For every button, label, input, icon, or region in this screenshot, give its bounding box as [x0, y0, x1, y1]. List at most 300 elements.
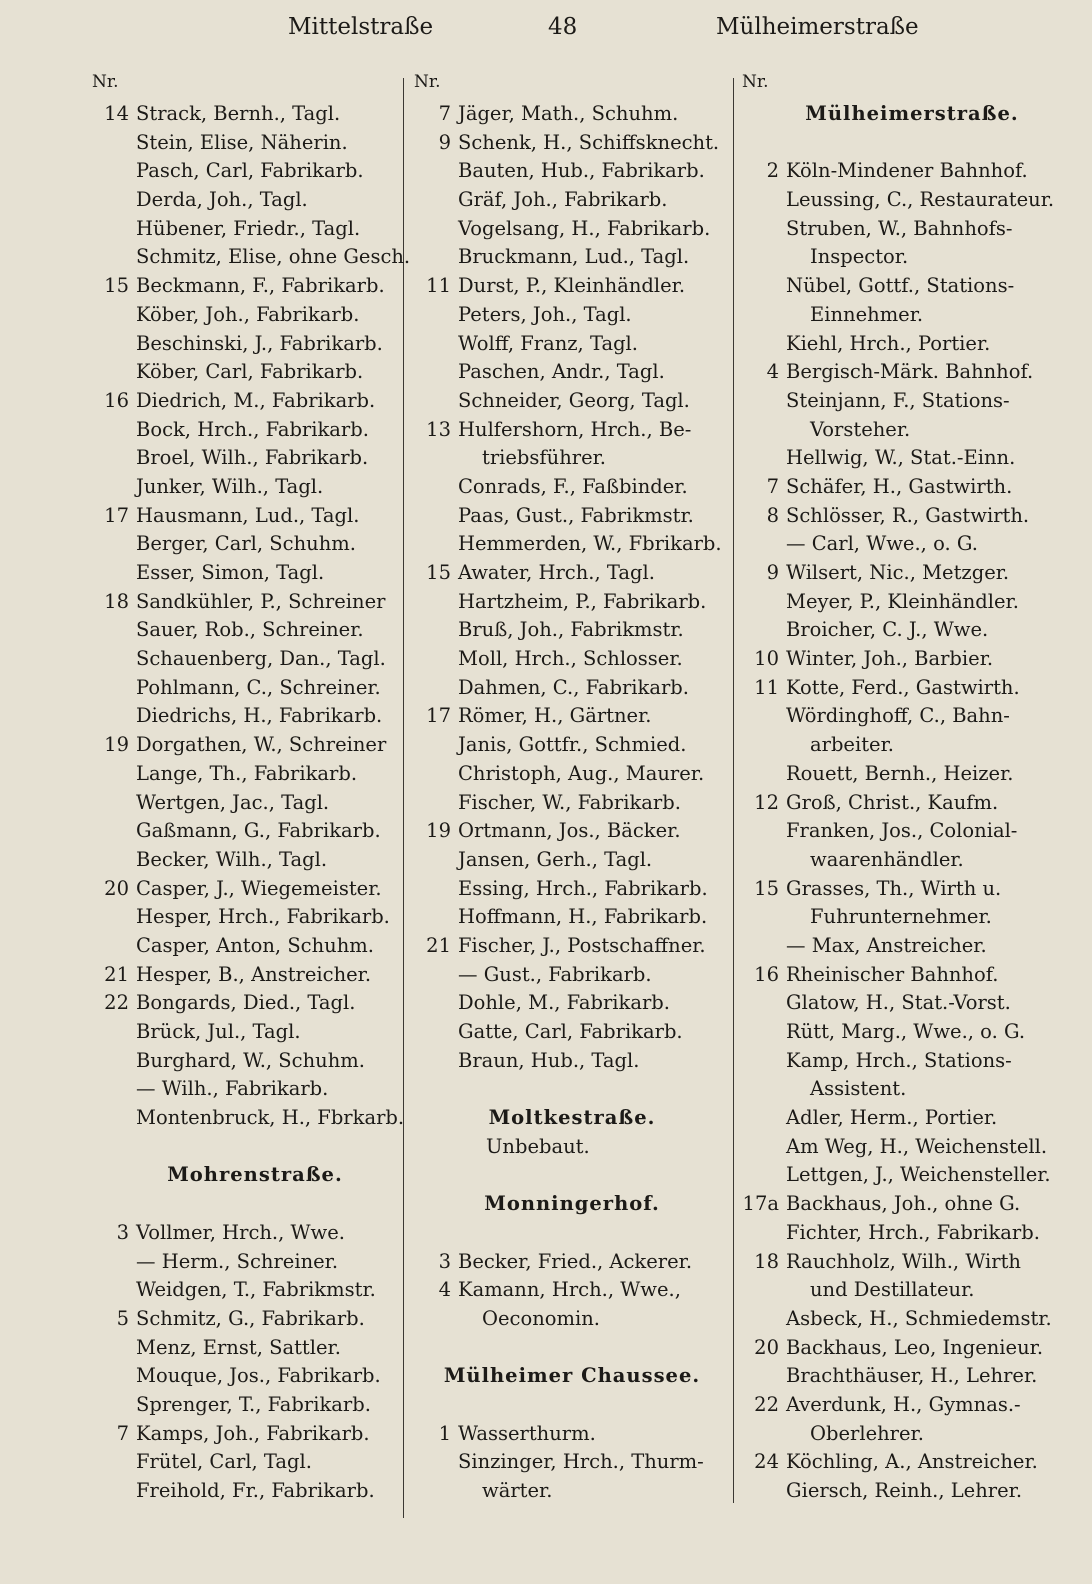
entry-row	[742, 387, 1082, 416]
nr-label: Nr.	[414, 72, 441, 92]
entry-row	[742, 444, 1082, 473]
resident-text: — Wilh., Fabrikarb.	[136, 1077, 329, 1101]
spacer	[414, 1161, 730, 1190]
entry-row	[414, 473, 730, 502]
resident-text: Kamps, Joh., Fabrikarb.	[136, 1421, 370, 1445]
resident-text: Köber, Joh., Fabrikarb.	[136, 302, 360, 326]
resident-text: Köber, Carl, Fabrikarb.	[136, 360, 364, 384]
entry-continuation	[742, 1075, 1082, 1104]
resident-text: Moll, Hrch., Schlosser.	[458, 647, 683, 671]
entry-row	[414, 1448, 730, 1477]
entry-row	[414, 731, 730, 760]
resident-text: Esser, Simon, Tagl.	[136, 561, 325, 584]
entry-row	[414, 330, 730, 359]
resident-text: Wolff, Franz, Tagl.	[458, 331, 638, 355]
spacer	[414, 1075, 730, 1104]
resident-text: Lettgen, J., Weichensteller.	[786, 1163, 1051, 1187]
resident-text: Derda, Joh., Tagl.	[136, 188, 308, 212]
entry-continuation	[414, 1305, 730, 1334]
resident-text: — Carl, Wwe., o. G.	[786, 532, 978, 556]
resident-text: Averdunk, H., Gymnas.-	[786, 1392, 1021, 1416]
entry-row	[92, 1420, 398, 1449]
entry-continuation	[742, 416, 1082, 445]
resident-text: Broel, Wilh., Fabrikarb.	[136, 446, 369, 470]
entry-row	[742, 674, 1082, 703]
house-number: 18	[104, 589, 129, 613]
spacer	[414, 1391, 730, 1420]
street-heading: Mohrenstraße.	[167, 1163, 343, 1187]
entry-row	[742, 186, 1082, 215]
resident-text: Fuhrunternehmer.	[810, 905, 992, 929]
resident-text: Gatte, Carl, Fabrikarb.	[458, 1020, 683, 1043]
street-heading: Mülheimerstraße.	[805, 102, 1019, 125]
house-number: 15	[104, 274, 129, 298]
resident-text: Christoph, Aug., Maurer.	[458, 761, 705, 785]
resident-text: Unbebaut.	[486, 1134, 590, 1158]
entry-row	[414, 932, 730, 961]
entry-row	[742, 502, 1082, 531]
resident-text: Schmitz, Elise, ohne Gesch.	[136, 245, 411, 269]
house-number: 11	[754, 675, 779, 699]
entry-row	[414, 588, 730, 617]
resident-text: Schäfer, H., Gastwirth.	[786, 474, 1013, 498]
resident-text: Peters, Joh., Tagl.	[458, 302, 632, 326]
resident-text: Oberlehrer.	[810, 1421, 924, 1445]
resident-text: Kiehl, Hrch., Portier.	[786, 331, 991, 355]
resident-text: Wördinghoff, C., Bahn-	[786, 704, 1010, 728]
street-heading: Monningerhof.	[484, 1192, 660, 1216]
entry-continuation	[742, 1276, 1082, 1305]
entry-row	[742, 645, 1082, 674]
resident-text: Dorgathen, W., Schreiner	[136, 733, 387, 757]
entry-row	[92, 129, 398, 158]
resident-text: Essing, Hrch., Fabrikarb.	[458, 876, 708, 900]
entry-row	[92, 1391, 398, 1420]
resident-text: Hellwig, W., Stat.-Einn.	[786, 446, 1016, 470]
resident-text: — Gust., Fabrikarb.	[458, 962, 652, 986]
entry-row	[742, 157, 1082, 186]
running-head-right: Mülheimerstraße	[716, 14, 919, 40]
resident-text: Hulfershorn, Hrch., Be-	[458, 417, 692, 441]
entry-row	[92, 559, 398, 588]
entry-row	[742, 330, 1082, 359]
house-number: 17a	[742, 1192, 779, 1216]
entry-row	[92, 416, 398, 445]
resident-text: Montenbruck, H., Fbrkarb.	[136, 1106, 405, 1130]
resident-text: Freihold, Fr., Fabrikarb.	[136, 1479, 375, 1502]
entry-row	[92, 846, 398, 875]
resident-text: Jäger, Math., Schuhm.	[458, 102, 679, 125]
resident-text: Pohlmann, C., Schreiner.	[136, 675, 381, 699]
resident-text: Einnehmer.	[810, 302, 924, 326]
resident-text: Casper, J., Wiegemeister.	[136, 876, 382, 900]
page-header	[0, 10, 1092, 50]
resident-text: Stein, Elise, Näherin.	[136, 130, 348, 154]
column-2	[414, 72, 730, 1577]
house-number: 16	[104, 388, 129, 412]
house-number: 4	[766, 360, 779, 384]
resident-text: Berger, Carl, Schuhm.	[136, 532, 356, 556]
resident-text: Fischer, W., Fabrikarb.	[458, 790, 681, 814]
entry-row	[742, 215, 1082, 244]
entry-row	[414, 1420, 730, 1449]
spacer	[414, 1334, 730, 1363]
resident-text: Bauten, Hub., Fabrikarb.	[458, 159, 705, 183]
running-head-left: Mittelstraße	[288, 14, 434, 40]
house-number: 17	[104, 503, 129, 527]
entry-row	[92, 473, 398, 502]
entry-row	[742, 272, 1082, 301]
entry-row	[742, 875, 1082, 904]
resident-text: Hemmerden, W., Fbrikarb.	[458, 532, 722, 556]
resident-text: Braun, Hub., Tagl.	[458, 1048, 640, 1072]
resident-text: Vollmer, Hrch., Wwe.	[136, 1220, 345, 1244]
entry-row	[742, 1305, 1082, 1334]
entry-row	[92, 530, 398, 559]
entry-row	[414, 989, 730, 1018]
entry-row	[92, 588, 398, 617]
resident-text: Adler, Herm., Portier.	[786, 1106, 998, 1130]
entry-row	[414, 789, 730, 818]
entry-row	[414, 645, 730, 674]
resident-text: Pasch, Carl, Fabrikarb.	[136, 159, 364, 183]
entry-row	[414, 272, 730, 301]
house-number: 2	[766, 159, 779, 183]
entry-continuation	[742, 243, 1082, 272]
entry-row	[414, 1248, 730, 1277]
entry-row	[742, 530, 1082, 559]
entry-row	[742, 1190, 1082, 1219]
house-number: 11	[426, 274, 451, 298]
house-number: 5	[116, 1306, 129, 1330]
entry-row	[414, 674, 730, 703]
entry-row	[92, 961, 398, 990]
resident-text: Köln-Mindener Bahnhof.	[786, 159, 1028, 183]
resident-text: Vogelsang, H., Fabrikarb.	[458, 216, 711, 240]
resident-text: Brück, Jul., Tagl.	[136, 1020, 301, 1043]
nr-label: Nr.	[742, 72, 769, 92]
entry-row	[92, 674, 398, 703]
house-number: 20	[754, 1335, 779, 1359]
resident-text: — Herm., Schreiner.	[136, 1249, 339, 1273]
resident-text: Franken, Jos., Colonial-	[786, 819, 1018, 843]
entry-row	[92, 1104, 405, 1133]
house-number: 19	[426, 819, 451, 843]
entry-continuation	[742, 903, 1082, 932]
entry-row	[742, 1248, 1082, 1277]
entry-row	[742, 789, 1082, 818]
resident-text: und Destillateur.	[810, 1278, 975, 1302]
house-number: 24	[754, 1450, 779, 1474]
entry-row	[742, 1477, 1082, 1506]
resident-text: Menz, Ernst, Sattler.	[136, 1335, 341, 1359]
resident-text: Becker, Wilh., Tagl.	[136, 847, 328, 871]
house-number: 20	[104, 876, 129, 900]
entry-row	[92, 272, 398, 301]
entry-row	[92, 989, 398, 1018]
page-number: 48	[548, 14, 578, 40]
resident-text: arbeiter.	[810, 733, 894, 757]
resident-text: Köchling, A., Anstreicher.	[786, 1450, 1038, 1474]
spacer	[414, 1219, 730, 1248]
resident-text: Wilsert, Nic., Metzger.	[786, 561, 1010, 584]
street-heading: Moltkestraße.	[488, 1106, 656, 1130]
resident-text: Beschinski, J., Fabrikarb.	[136, 331, 383, 355]
resident-text: Hübener, Friedr., Tagl.	[136, 216, 361, 240]
resident-text: Kamann, Hrch., Wwe.,	[458, 1278, 681, 1302]
resident-text: Assistent.	[810, 1077, 907, 1101]
resident-text: Kotte, Ferd., Gastwirth.	[786, 675, 1020, 699]
entry-row	[414, 157, 730, 186]
entry-row	[92, 789, 398, 818]
entry-row	[742, 1448, 1082, 1477]
entry-row	[742, 1362, 1082, 1391]
resident-text: Dahmen, C., Fabrikarb.	[458, 675, 689, 699]
entry-continuation	[742, 846, 1082, 875]
column-divider	[403, 78, 404, 1518]
resident-text: Hesper, Hrch., Fabrikarb.	[136, 905, 390, 929]
resident-text: Weidgen, T., Fabrikmstr.	[136, 1278, 376, 1302]
resident-text: Kamp, Hrch., Stations-	[786, 1048, 1012, 1072]
resident-text: Ortmann, Jos., Bäcker.	[458, 819, 681, 843]
street-heading: Mülheimer Chaussee.	[443, 1364, 701, 1388]
entry-continuation	[414, 1477, 730, 1506]
house-number: 7	[116, 1421, 129, 1445]
resident-text: Leussing, C., Restaurateur.	[786, 188, 1055, 212]
resident-text: Wertgen, Jac., Tagl.	[136, 790, 330, 814]
column-1	[92, 72, 411, 1577]
entry-row	[414, 186, 730, 215]
entry-row	[414, 1133, 730, 1162]
entry-row	[414, 301, 730, 330]
entry-row	[92, 616, 398, 645]
entry-row	[92, 1362, 398, 1391]
resident-text: Rouett, Bernh., Heizer.	[786, 761, 1014, 785]
entry-row	[414, 616, 730, 645]
entry-row	[414, 1047, 730, 1076]
resident-text: Meyer, P., Kleinhändler.	[786, 589, 1019, 613]
resident-text: Durst, P., Kleinhändler.	[458, 274, 686, 298]
resident-text: Burghard, W., Schuhm.	[136, 1048, 365, 1072]
house-number: 13	[426, 417, 451, 441]
house-number: 3	[116, 1220, 129, 1244]
resident-text: Oeconomin.	[482, 1306, 600, 1330]
entry-row	[742, 989, 1082, 1018]
house-number: 21	[104, 962, 129, 986]
resident-text: Wasserthurm.	[458, 1421, 596, 1445]
resident-text: Schmitz, G., Fabrikarb.	[136, 1306, 365, 1330]
entry-row	[92, 932, 398, 961]
resident-text: Bongards, Died., Tagl.	[136, 991, 356, 1015]
entry-row	[742, 702, 1082, 731]
entry-row	[92, 903, 398, 932]
entry-row	[742, 1391, 1082, 1420]
entry-row	[742, 1133, 1082, 1162]
entry-row	[92, 444, 398, 473]
house-number: 15	[754, 876, 779, 900]
entry-row	[414, 1276, 730, 1305]
entry-row	[92, 645, 398, 674]
entry-row	[414, 502, 730, 531]
column-3	[742, 72, 1082, 1577]
entry-continuation	[742, 301, 1082, 330]
resident-text: wärter.	[482, 1479, 553, 1502]
entry-continuation	[742, 731, 1082, 760]
house-number: 16	[754, 962, 779, 986]
entry-row	[414, 702, 730, 731]
entry-row	[92, 1075, 398, 1104]
entry-row	[742, 616, 1082, 645]
resident-text: Gräf, Joh., Fabrikarb.	[458, 188, 668, 212]
resident-text: Broicher, C. J., Wwe.	[786, 618, 989, 642]
entry-row	[742, 817, 1082, 846]
resident-text: Struben, W., Bahnhofs-	[786, 216, 1013, 240]
entry-continuation	[742, 1420, 1082, 1449]
house-number: 9	[766, 561, 779, 584]
entry-row	[414, 416, 730, 445]
resident-text: Bruckmann, Lud., Tagl.	[458, 245, 690, 269]
entry-row	[92, 1219, 398, 1248]
spacer	[742, 129, 1082, 158]
spacer	[92, 1133, 398, 1162]
entry-row	[92, 243, 411, 272]
resident-text: — Max, Anstreicher.	[786, 933, 987, 957]
resident-text: Backhaus, Leo, Ingenieur.	[786, 1335, 1044, 1359]
resident-text: waarenhändler.	[810, 847, 964, 871]
resident-text: Sinzinger, Hrch., Thurm-	[458, 1450, 704, 1474]
entry-row	[414, 846, 730, 875]
entry-row	[742, 559, 1082, 588]
resident-text: Glatow, H., Stat.-Vorst.	[786, 991, 1011, 1015]
entry-row	[742, 1018, 1082, 1047]
house-number: 17	[426, 704, 451, 728]
resident-text: Mouque, Jos., Fabrikarb.	[136, 1364, 381, 1388]
resident-text: Schenk, H., Schiffsknecht.	[458, 130, 720, 154]
resident-text: Beckmann, F., Fabrikarb.	[136, 274, 385, 298]
resident-text: Rauchholz, Wilh., Wirth	[786, 1249, 1021, 1273]
house-number: 9	[438, 130, 451, 154]
house-number: 1	[438, 1421, 451, 1445]
entry-row	[92, 387, 398, 416]
entry-row	[414, 961, 730, 990]
entry-row	[414, 243, 730, 272]
entry-row	[414, 875, 730, 904]
resident-text: Groß, Christ., Kaufm.	[786, 790, 999, 814]
resident-text: Brachthäuser, H., Lehrer.	[786, 1364, 1038, 1388]
entry-row	[92, 157, 398, 186]
entry-row	[414, 215, 730, 244]
house-number: 12	[754, 790, 779, 814]
house-number: 8	[766, 503, 779, 527]
entry-list	[92, 100, 411, 1506]
resident-text: Fichter, Hrch., Fabrikarb.	[786, 1220, 1040, 1244]
resident-text: Strack, Bernh., Tagl.	[136, 102, 341, 125]
resident-text: Schlösser, R., Gastwirth.	[786, 503, 1030, 527]
resident-text: Diedrichs, H., Fabrikarb.	[136, 704, 383, 728]
entry-row	[742, 961, 1082, 990]
resident-text: Hesper, B., Anstreicher.	[136, 962, 372, 986]
entry-row	[414, 559, 730, 588]
column-divider	[733, 78, 734, 1503]
resident-text: Awater, Hrch., Tagl.	[458, 561, 655, 584]
resident-text: Diedrich, M., Fabrikarb.	[136, 388, 376, 412]
resident-text: Winter, Joh., Barbier.	[786, 647, 994, 671]
house-number: 19	[104, 733, 129, 757]
entry-row	[92, 186, 398, 215]
house-number: 21	[426, 933, 451, 957]
resident-text: Giersch, Reinh., Lehrer.	[786, 1479, 1023, 1502]
resident-text: Römer, H., Gärtner.	[458, 704, 652, 728]
resident-text: Conrads, F., Faßbinder.	[458, 474, 688, 498]
resident-text: Schauenberg, Dan., Tagl.	[136, 647, 386, 671]
resident-text: Frütel, Carl, Tagl.	[136, 1450, 312, 1474]
nr-label: Nr.	[92, 72, 119, 92]
entry-row	[92, 1276, 398, 1305]
resident-text: Vorsteher.	[810, 417, 911, 441]
entry-row	[414, 358, 730, 387]
entry-row	[92, 731, 398, 760]
resident-text: Steinjann, F., Stations-	[786, 388, 1010, 412]
entry-row	[92, 760, 398, 789]
entry-row	[92, 330, 398, 359]
entry-row	[742, 473, 1082, 502]
entry-list	[414, 100, 730, 1506]
entry-row	[414, 530, 730, 559]
resident-text: Hartzheim, P., Fabrikarb.	[458, 589, 707, 613]
resident-text: Junker, Wilh., Tagl.	[136, 474, 324, 498]
resident-text: Bock, Hrch., Fabrikarb.	[136, 417, 369, 441]
resident-text: Rheinischer Bahnhof.	[786, 962, 999, 986]
resident-text: Jansen, Gerh., Tagl.	[458, 847, 653, 871]
resident-text: Sandkühler, P., Schreiner	[136, 589, 386, 613]
entry-row	[92, 875, 398, 904]
resident-text: Dohle, M., Fabrikarb.	[458, 991, 670, 1015]
resident-text: Fischer, J., Postschaffner.	[458, 933, 706, 957]
resident-text: Schneider, Georg, Tagl.	[458, 388, 690, 412]
resident-text: Asbeck, H., Schmiedemstr.	[786, 1306, 1052, 1330]
resident-text: Casper, Anton, Schuhm.	[136, 933, 374, 957]
resident-text: triebsführer.	[482, 446, 606, 470]
entry-row	[92, 1047, 398, 1076]
resident-text: Am Weg, H., Weichenstell.	[786, 1134, 1048, 1158]
entry-row	[92, 1477, 398, 1506]
resident-text: Sauer, Rob., Schreiner.	[136, 618, 364, 642]
house-number: 3	[438, 1249, 451, 1273]
entry-row	[92, 358, 398, 387]
house-number: 7	[438, 102, 451, 125]
entry-row	[414, 817, 730, 846]
entry-row	[742, 1334, 1082, 1363]
house-number: 14	[104, 102, 129, 125]
entry-row	[414, 760, 730, 789]
entry-row	[92, 1448, 398, 1477]
entry-row	[742, 760, 1082, 789]
entry-row	[92, 1305, 398, 1334]
resident-text: Rütt, Marg., Wwe., o. G.	[786, 1020, 1026, 1043]
entry-row	[742, 1047, 1082, 1076]
house-number: 22	[754, 1392, 779, 1416]
house-number: 7	[766, 474, 779, 498]
entry-row	[92, 1018, 398, 1047]
resident-text: Paas, Gust., Fabrikmstr.	[458, 503, 694, 527]
resident-text: Inspector.	[810, 245, 909, 269]
house-number: 10	[754, 647, 779, 671]
entry-row	[414, 1018, 730, 1047]
entry-row	[742, 932, 1082, 961]
entry-row	[742, 1219, 1082, 1248]
entry-row	[92, 1248, 398, 1277]
house-number: 4	[438, 1278, 451, 1302]
